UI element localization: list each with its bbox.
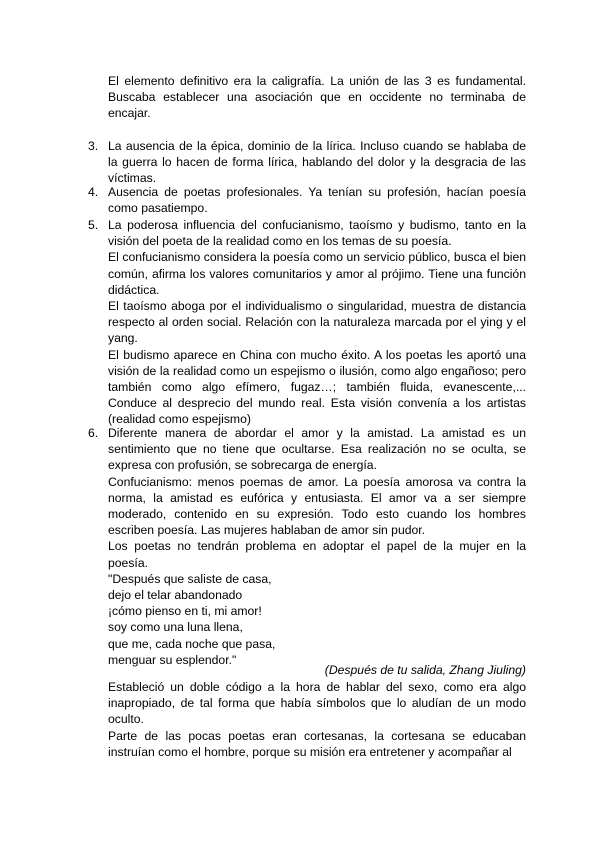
intro-text: El elemento definitivo era la caligrafía. La unión de las 3 es fundamental. Buscaba establecer una asociación que en occidente no terminaba de encajar. bbox=[108, 74, 526, 121]
list-item-4 bbox=[108, 184, 526, 216]
list-item-3 bbox=[108, 138, 526, 187]
list-item-5 bbox=[108, 217, 526, 428]
list-number-5: 5. bbox=[88, 218, 99, 232]
item-5-paragraph-4: El budismo aparece en China con mucho éxito. A los poetas les aportó una visión de la realidad como un espejismo o ilusión, como algo engañoso; pero también como algo efímero, fugaz…; también fluida, evanescente,... Conduce al desprecio del mundo real. Esta visión convenía a los artistas (realidad como espejismo) bbox=[108, 347, 526, 427]
intro-paragraph bbox=[108, 73, 526, 122]
list-number-6: 6. bbox=[88, 426, 99, 440]
list-number-4: 4. bbox=[88, 185, 99, 199]
poem-line: soy como una luna llena, bbox=[108, 620, 243, 635]
poem-quote bbox=[108, 571, 526, 668]
item-6-paragraph-2: Confucianismo: menos poemas de amor. La poesía amorosa va contra la norma, la amistad es eufórica y entusiasta. El amor va a ser siempre moderado, contenido en su expresión. Todo esto cuando los hombres escriben poesía. Las mujeres hablaban de amor sin pudor. bbox=[108, 474, 526, 538]
list-number-3: 3. bbox=[88, 139, 99, 153]
item-6-continuation bbox=[108, 679, 526, 760]
list-item-6 bbox=[108, 425, 526, 668]
poem-line: menguar su esplendor." bbox=[108, 652, 237, 667]
item-3-paragraph-1: La ausencia de la épica, dominio de la lírica. Incluso cuando se hablaba de la guerra lo hacen de forma lírica, hablando del dolor y la desgracia de las víctimas. bbox=[108, 139, 526, 186]
poem-attribution: (Después de tu salida, Zhang Jiuling) bbox=[324, 663, 526, 677]
poem-line: ¡cómo pienso en ti, mi amor! bbox=[108, 604, 262, 619]
item-5-paragraph-1: La poderosa influencia del confucianismo, taoísmo y budismo, tanto en la visión del poeta de la realidad como en los temas de su poesía. bbox=[108, 218, 526, 249]
item-5-paragraph-3: El taoísmo aboga por el individualismo o singularidad, muestra de distancia respecto al orden social. Relación con la naturaleza marcada por el ying y el yang. bbox=[108, 299, 526, 346]
poem-line: "Después que saliste de casa, bbox=[108, 571, 272, 586]
item-6-after-paragraph-2: Parte de las pocas poetas eran cortesanas, la cortesana se educaban instruían como el hombre, porque su misión era entretener y acompañar al bbox=[108, 728, 526, 759]
poem-line: que me, cada noche que pasa, bbox=[108, 636, 276, 651]
item-6-paragraph-1: Diferente manera de abordar el amor y la amistad. La amistad es un sentimiento que no tiene que ocultarse. Esa realización no se oculta, se expresa con profusión, se sobrecarga de energía. bbox=[108, 426, 526, 473]
poem-line: dejo el telar abandonado bbox=[108, 588, 243, 603]
item-5-paragraph-2: El confucianismo considera la poesía como un servicio público, busca el bien común, afirma los valores comunitarios y amor al prójimo. Tiene una función didáctica. bbox=[108, 250, 526, 297]
item-6-after-paragraph-1: Estableció un doble código a la hora de hablar del sexo, como era algo inapropiado, de tal forma que había símbolos que lo aludían de un modo oculto. bbox=[108, 680, 526, 727]
item-4-paragraph-1: Ausencia de poetas profesionales. Ya tenían su profesión, hacían poesía como pasatiempo. bbox=[108, 185, 526, 216]
item-6-paragraph-3: Los poetas no tendrán problema en adoptar el papel de la mujer en la poesía. bbox=[108, 539, 526, 570]
